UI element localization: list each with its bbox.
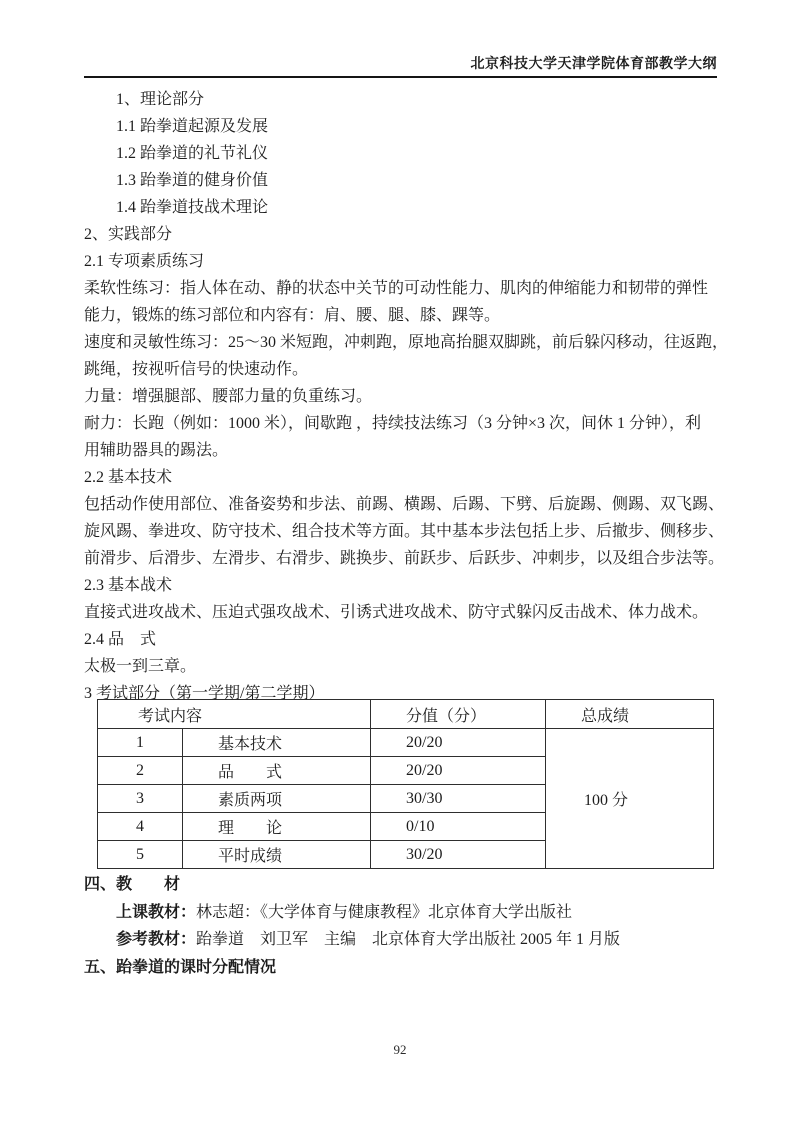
body-line: 1.4 跆拳道技战术理论 <box>116 199 269 216</box>
textbook-label: 上课教材： <box>116 903 197 921</box>
row-name: 基本技术 <box>183 729 371 757</box>
body-line: 速度和灵敏性练习：25～30 米短跑，冲刺跑，原地高抬腿双脚跳，前后躲闪移动，往返跑， <box>84 334 729 351</box>
row-number: 4 <box>98 813 183 841</box>
body-line: 跳绳，按视听信号的快速动作。 <box>84 361 309 378</box>
body-line: 用辅助器具的踢法。 <box>84 442 229 459</box>
body-line: 包括动作使用部位、准备姿势和步法、前踢、横踢、后踢、下劈、后旋踢、侧踢、双飞踢、 <box>84 496 725 513</box>
textbook-line <box>84 899 717 927</box>
body-line: 1.1 跆拳道起源及发展 <box>116 118 269 135</box>
page-number: 92 <box>393 1042 407 1057</box>
reference-label: 参考教材： <box>116 931 197 948</box>
exam-table-wrap <box>97 699 730 869</box>
body-line: 2.3 基本战术 <box>84 577 173 594</box>
body-line: 1、理论部分 <box>116 91 205 108</box>
table-row <box>98 729 714 757</box>
row-name: 理 论 <box>183 813 371 841</box>
row-score: 0/10 <box>371 813 546 841</box>
reference-value: 跆拳道 刘卫军 主编 北京体育大学出版社 2005 年 1 月版 <box>196 931 621 948</box>
body-line: 3 考试部分（第一学期/第二学期） <box>84 685 325 702</box>
body-line: 2.2 基本技术 <box>84 469 173 486</box>
col-header-score: 分值（分） <box>371 700 546 729</box>
body-line: 2、实践部分 <box>84 226 173 243</box>
body-line: 1.2 跆拳道的礼节礼仪 <box>116 145 269 162</box>
total-score-cell: 100 分 <box>546 729 714 869</box>
body-line: 力量：增强腿部、腰部力量的负重练习。 <box>84 388 373 405</box>
body-line: 太极一到三章。 <box>84 658 197 675</box>
body-text <box>84 86 729 707</box>
body-line: 耐力：长跑（例如：1000 米），间歇跑 ，持续技法练习（3 分钟×3 次，间休 1 分钟），利 <box>84 415 702 432</box>
row-score: 20/20 <box>371 729 546 757</box>
row-score: 30/30 <box>371 785 546 813</box>
header-rule <box>84 76 717 78</box>
body-line: 能力，锻炼的练习部位和内容有：肩、腰、腿、膝、踝等。 <box>84 307 501 324</box>
body-line: 前滑步、后滑步、左滑步、右滑步、跳换步、前跃步、后跃步、冲刺步，以及组合步法等。 <box>84 550 725 567</box>
body-line: 直接式进攻战术、压迫式强攻战术、引诱式进攻战术、防守式躲闪反击战术、体力战术。 <box>84 604 709 621</box>
page-header-title: 北京科技大学天津学院体育部教学大纲 <box>470 57 717 72</box>
body-line: 2.1 专项素质练习 <box>84 253 205 270</box>
materials-section <box>84 871 717 981</box>
body-line: 1.3 跆拳道的健身价值 <box>116 172 269 189</box>
row-name: 平时成绩 <box>183 841 371 869</box>
col-header-exam-content: 考试内容 <box>98 700 371 729</box>
row-number: 5 <box>98 841 183 869</box>
body-line: 2.4 品 式 <box>84 631 157 648</box>
exam-table <box>97 699 714 869</box>
body-line: 柔软性练习：指人体在动、静的状态中关节的可动性能力、肌肉的伸缩能力和韧带的弹性 <box>84 280 709 297</box>
row-number: 3 <box>98 785 183 813</box>
row-name: 品 式 <box>183 757 371 785</box>
row-number: 2 <box>98 757 183 785</box>
reference-line <box>84 926 717 954</box>
row-name: 素质两项 <box>183 785 371 813</box>
body-line: 旋风踢、拳进攻、防守技术、组合技术等方面。其中基本步法包括上步、后撤步、侧移步、 <box>84 523 725 540</box>
col-header-total: 总成绩 <box>546 700 714 729</box>
hours-heading: 五、跆拳道的课时分配情况 <box>84 958 277 976</box>
materials-heading: 四、教 材 <box>84 876 181 893</box>
table-header-row <box>98 700 714 729</box>
row-number: 1 <box>98 729 183 757</box>
row-score: 20/20 <box>371 757 546 785</box>
textbook-value: 林志超：《大学体育与健康教程》北京体育大学出版社 <box>196 903 573 921</box>
row-score: 30/20 <box>371 841 546 869</box>
